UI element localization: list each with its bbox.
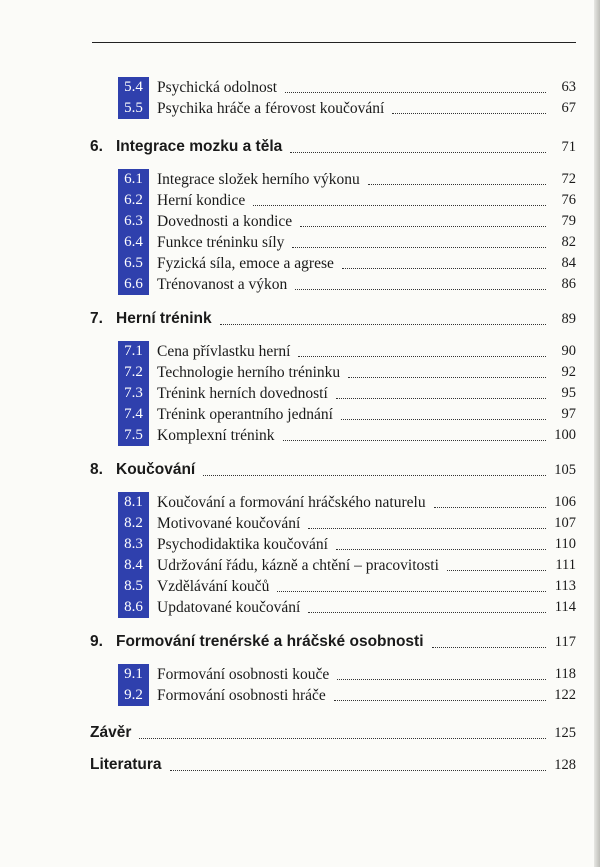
section-title: Herní kondice xyxy=(157,192,246,209)
page-number: 111 xyxy=(555,557,576,573)
section-title: Psychodidaktika koučování xyxy=(157,536,328,553)
section-number: 7.5 xyxy=(118,425,149,446)
dot-leader xyxy=(308,527,546,529)
section-title: Udržování řádu, kázně a chtění – pracovitosti xyxy=(157,557,439,574)
section-number: 9.2 xyxy=(118,685,149,706)
toc-entry-5-5[interactable] xyxy=(118,97,576,119)
chapter-number: 6. xyxy=(90,138,103,155)
dot-leader xyxy=(285,91,546,93)
section-title: Vzdělávání koučů xyxy=(157,578,270,595)
dot-leader xyxy=(203,474,546,476)
toc-entry-8-6[interactable] xyxy=(118,596,576,618)
section-number: 8.2 xyxy=(118,513,149,534)
page-number: 113 xyxy=(554,578,576,594)
toc-entry-8-1[interactable] xyxy=(118,491,576,513)
dot-leader xyxy=(341,418,546,420)
chapter-title: Závěr xyxy=(90,724,132,741)
toc-chapter-7[interactable] xyxy=(90,308,576,330)
page-number: 79 xyxy=(561,213,576,229)
dot-leader xyxy=(295,288,546,290)
toc-conclusion[interactable] xyxy=(90,722,576,744)
dot-leader xyxy=(308,611,546,613)
dot-leader xyxy=(342,267,546,269)
section-number: 7.2 xyxy=(118,362,149,383)
section-number: 8.5 xyxy=(118,576,149,597)
dot-leader xyxy=(348,376,546,378)
toc-bibliography[interactable] xyxy=(90,754,576,776)
section-number: 8.4 xyxy=(118,555,149,576)
section-title: Trénink operantního jednání xyxy=(157,406,333,423)
page-number: 90 xyxy=(561,343,576,359)
section-number: 8.6 xyxy=(118,597,149,618)
section-number: 6.5 xyxy=(118,253,149,274)
section-title: Trénovanost a výkon xyxy=(157,276,288,293)
dot-leader xyxy=(290,151,546,153)
section-title: Funkce tréninku síly xyxy=(157,234,285,251)
toc-entry-7-2[interactable] xyxy=(118,361,576,383)
dot-leader xyxy=(220,323,546,325)
dot-leader xyxy=(139,737,546,739)
section-title: Koučování a formování hráčského naturelu xyxy=(157,494,426,511)
section-title: Formování osobnosti hráče xyxy=(157,687,326,704)
dot-leader xyxy=(292,246,546,248)
dot-leader xyxy=(432,646,546,648)
dot-leader xyxy=(283,439,546,441)
section-title: Psychická odolnost xyxy=(157,79,278,96)
dot-leader xyxy=(336,548,546,550)
page-number: 128 xyxy=(554,757,576,773)
page-number: 67 xyxy=(561,100,576,116)
section-title: Formování osobnosti kouče xyxy=(157,666,330,683)
toc-entry-7-3[interactable] xyxy=(118,382,576,404)
top-rule xyxy=(92,42,576,43)
page-number: 97 xyxy=(561,406,576,422)
toc-entry-7-4[interactable] xyxy=(118,403,576,425)
page-number: 63 xyxy=(561,79,576,95)
section-title: Technologie herního tréninku xyxy=(157,364,341,381)
section-number: 5.4 xyxy=(118,77,149,98)
section-number: 7.1 xyxy=(118,341,149,362)
toc-entry-6-1[interactable] xyxy=(118,168,576,190)
page-number: 89 xyxy=(561,311,576,327)
dot-leader xyxy=(253,204,546,206)
section-title: Integrace složek herního výkonu xyxy=(157,171,360,188)
section-number: 5.5 xyxy=(118,98,149,119)
dot-leader xyxy=(336,397,546,399)
section-title: Cena přívlastku herní xyxy=(157,343,291,360)
dot-leader xyxy=(368,183,546,185)
section-number: 7.4 xyxy=(118,404,149,425)
toc-entry-6-3[interactable] xyxy=(118,210,576,232)
page-number: 122 xyxy=(554,687,576,703)
toc-entry-6-4[interactable] xyxy=(118,231,576,253)
dot-leader xyxy=(170,769,547,771)
dot-leader xyxy=(447,569,546,571)
page-number: 92 xyxy=(561,364,576,380)
page-number: 100 xyxy=(554,427,576,443)
chapter-heading xyxy=(90,631,424,653)
section-number: 6.6 xyxy=(118,274,149,295)
page-number: 125 xyxy=(554,725,576,741)
chapter-heading xyxy=(90,136,282,158)
toc-entry-6-6[interactable] xyxy=(118,273,576,295)
section-title: Fyzická síla, emoce a agrese xyxy=(157,255,334,272)
toc-chapter-8[interactable] xyxy=(90,459,576,481)
chapter-number: 9. xyxy=(90,633,103,650)
page-number: 71 xyxy=(561,139,576,155)
toc-entry-8-5[interactable] xyxy=(118,575,576,597)
chapter-heading xyxy=(90,459,195,481)
chapter-heading xyxy=(90,308,212,330)
dot-leader xyxy=(300,225,546,227)
section-number: 9.1 xyxy=(118,664,149,685)
page-number: 76 xyxy=(561,192,576,208)
page-number: 86 xyxy=(561,276,576,292)
toc-entry-5-4[interactable] xyxy=(118,76,576,98)
section-title: Komplexní trénink xyxy=(157,427,275,444)
section-number: 6.1 xyxy=(118,169,149,190)
page-number: 110 xyxy=(554,536,576,552)
page-number: 118 xyxy=(554,666,576,682)
chapter-title: Integrace mozku a těla xyxy=(116,138,283,155)
page-number: 107 xyxy=(554,515,576,531)
section-title: Dovednosti a kondice xyxy=(157,213,293,230)
dot-leader xyxy=(334,699,546,701)
toc-entry-8-4[interactable] xyxy=(118,554,576,576)
page-number: 95 xyxy=(561,385,576,401)
toc-entry-9-2[interactable] xyxy=(118,684,576,706)
section-number: 6.4 xyxy=(118,232,149,253)
toc-entry-8-3[interactable] xyxy=(118,533,576,555)
toc-entry-7-5[interactable] xyxy=(118,424,576,446)
page-number: 84 xyxy=(561,255,576,271)
dot-leader xyxy=(298,355,546,357)
toc-entry-9-1[interactable] xyxy=(118,663,576,685)
section-title: Trénink herních dovedností xyxy=(157,385,328,402)
chapter-number: 8. xyxy=(90,461,103,478)
toc-entry-8-2[interactable] xyxy=(118,512,576,534)
chapter-number: 7. xyxy=(90,310,103,327)
toc-chapter-6[interactable] xyxy=(90,136,576,158)
chapter-title: Formování trenérské a hráčské osobnosti xyxy=(116,633,424,650)
chapter-title: Literatura xyxy=(90,756,162,773)
dot-leader xyxy=(277,590,546,592)
section-number: 8.3 xyxy=(118,534,149,555)
dot-leader xyxy=(337,678,546,680)
page-number: 82 xyxy=(561,234,576,250)
toc-entry-6-5[interactable] xyxy=(118,252,576,274)
toc-entry-6-2[interactable] xyxy=(118,189,576,211)
page-number: 114 xyxy=(554,599,576,615)
page-number: 106 xyxy=(554,494,576,510)
page-number: 117 xyxy=(554,634,576,650)
chapter-title: Koučování xyxy=(116,461,196,478)
section-title: Psychika hráče a férovost koučování xyxy=(157,100,385,117)
section-title: Motivované koučování xyxy=(157,515,301,532)
dot-leader xyxy=(392,112,546,114)
page-number: 105 xyxy=(554,462,576,478)
section-number: 6.2 xyxy=(118,190,149,211)
section-number: 7.3 xyxy=(118,383,149,404)
page-edge xyxy=(594,0,600,867)
page-number: 72 xyxy=(561,171,576,187)
section-number: 6.3 xyxy=(118,211,149,232)
section-title: Updatované koučování xyxy=(157,599,301,616)
toc-entry-7-1[interactable] xyxy=(118,340,576,362)
dot-leader xyxy=(434,506,546,508)
toc-chapter-9[interactable] xyxy=(90,631,576,653)
chapter-title: Herní trénink xyxy=(116,310,212,327)
section-number: 8.1 xyxy=(118,492,149,513)
